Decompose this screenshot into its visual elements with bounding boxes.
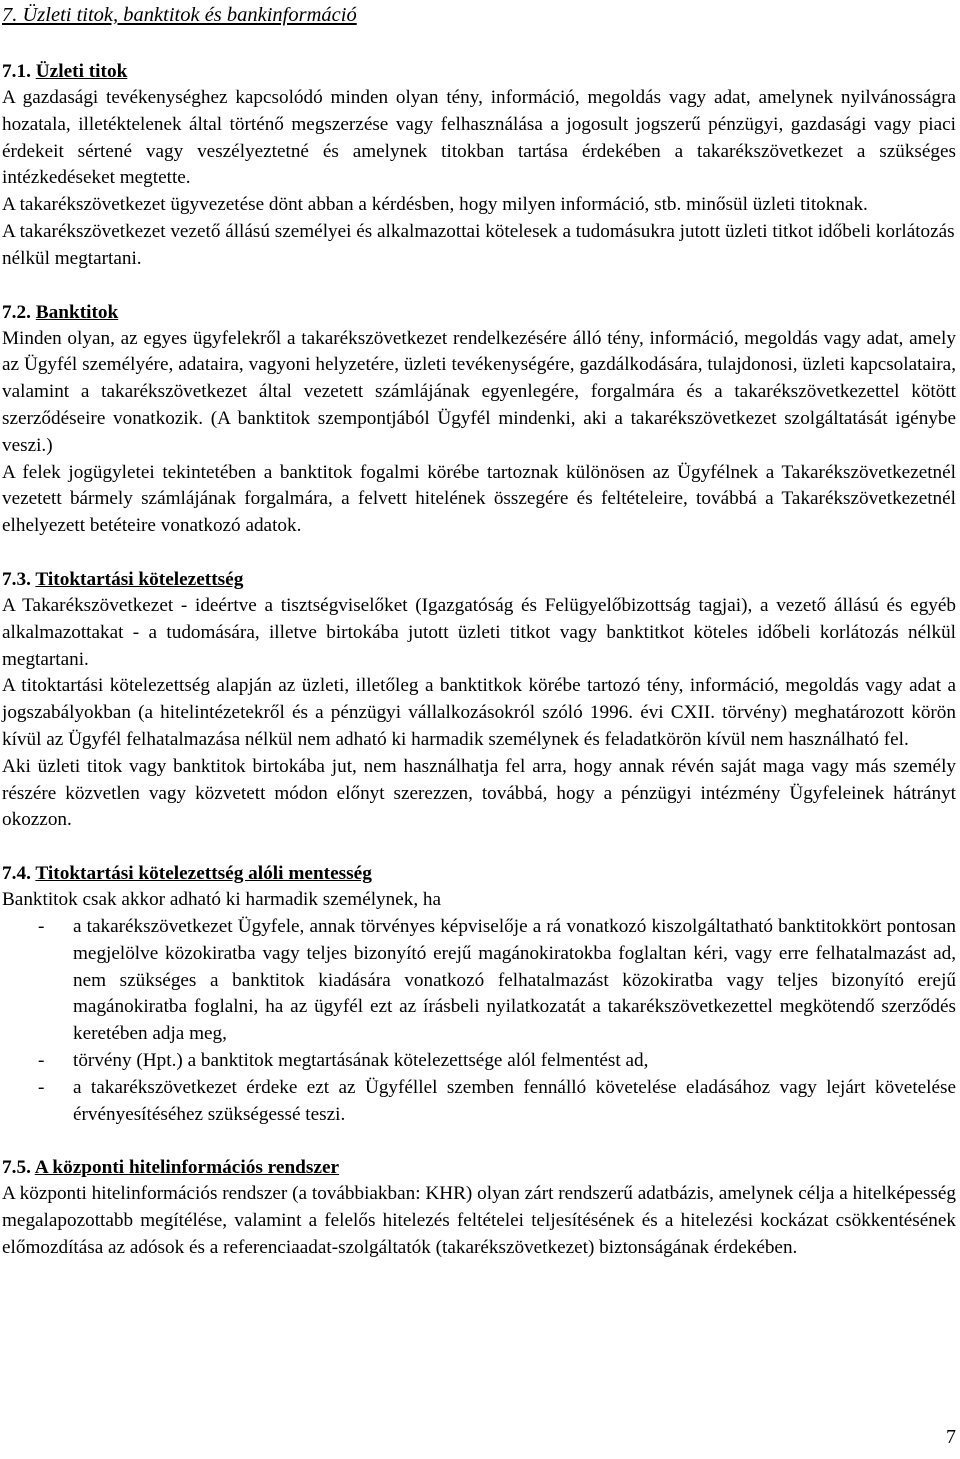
list-item	[2, 1048, 956, 1075]
section-title	[2, 58, 956, 85]
section-7-5	[2, 1154, 956, 1261]
paragraph: A takarékszövetkezet vezető állású személyei és alkalmazottai kötelesek a tudomásukra jutott üzleti titkot időbeli korlátozás nélkül megtartani.	[2, 220, 955, 269]
section-7-3	[2, 566, 956, 834]
exemption-list	[2, 914, 956, 1128]
paragraph: A Takarékszövetkezet - ideértve a tisztségviselőket (Igazgatóság és Felügyelőbizottság tagjai), a vezető állású és egyéb alkalmazottakat - a tudomására, illetve birtokába jutott üzleti titkot vagy banktitkot köteles időbeli korlátozás nélkül megtartani.	[2, 594, 956, 670]
section-title-text: Titoktartási kötelezettség alóli mentesség	[35, 863, 372, 885]
section-number: 7.3.	[2, 568, 31, 590]
page-number: 7	[946, 1426, 956, 1448]
section-title	[2, 860, 956, 887]
section-title	[2, 299, 956, 326]
paragraph: A felek jogügyletei tekintetében a banktitok fogalmi körébe tartoznak különösen az Ügyfélnek a Takarékszövetkezetnél vezetett bármely számlájának forgalmára, a felvett hitelének összegére és feltételeire, továbbá a Takarékszövetkezetnél elhelyezett betéteire vonatkozó adatok.	[2, 461, 956, 537]
list-item	[2, 1075, 956, 1129]
section-number: 7.5.	[2, 1157, 31, 1179]
section-title	[2, 566, 956, 593]
dash-bullet: -	[38, 1076, 45, 1098]
section-7-2	[2, 299, 956, 540]
section-number: 7.4.	[2, 863, 31, 885]
section-title	[2, 1154, 956, 1181]
paragraph: A titoktartási kötelezettség alapján az üzleti, illetőleg a banktitkok körébe tartozó tény, információ, megoldás vagy adat a jogszabályokban (a hitelintézetekről és a pénzügyi vállalkozásokról szóló 1996. évi CXII. törvény) meghatározott körön kívül az Ügyfél felhatalmazása nélkül nem adható ki harmadik személynek és feladatkörön kívül nem használható fel.	[2, 675, 956, 750]
section-title-text: Banktitok	[35, 301, 119, 323]
document-page	[2, 2, 956, 1262]
list-item-text: a takarékszövetkezet Ügyfele, annak törvényes képviselője a rá vonatkozó kiszolgáltatható banktitokkört pontosan megjelölve közokiratba vagy teljes bizonyító erejű magánokiratokba foglaltan kéri, vagy erre felhatalmazást ad, nem szükséges a banktitok kiadására vonatkozó felhatalmazást közokiratba vagy teljes bizonyító erejű magánokiratba foglalni, ha az ügyfél ezt az írásbeli nyilatkozatát a takarékszövetkezettel megkötendő szerződés keretében adja meg,	[73, 915, 956, 1045]
chapter-heading: 7. Üzleti titok, banktitok és bankinformáció	[2, 4, 357, 26]
paragraph: Aki üzleti titok vagy banktitok birtokába jut, nem használhatja fel arra, hogy annak révén saját maga vagy más személy részére közvetlen vagy közvetett módon előnyt szerezzen, továbbá, hogy a pénzügyi intézmény Ügyfeleinek hátrányt okozzon.	[2, 755, 956, 831]
paragraph: A gazdasági tevékenységhez kapcsolódó minden olyan tény, információ, megoldás vagy adat, amelynek nyilvánosságra hozatala, illetéktelenek által történő megszerzése vagy felhasználása a jogosult jogszerű pénzügyi, gazdasági vagy piaci érdekeit sértené vagy veszélyeztetné és amelynek titokban tartása érdekében a takarékszövetkezet a szükséges intézkedéseket megtette.	[2, 87, 956, 189]
section-title-text: Üzleti titok	[35, 61, 128, 82]
section-7-4	[2, 860, 956, 1128]
section-7-1	[2, 58, 956, 273]
section-title-text: Titoktartási kötelezettség	[35, 568, 244, 590]
list-item-text: törvény (Hpt.) a banktitok megtartásának kötelezettsége alól felmentést ad,	[73, 1049, 649, 1071]
section-number: 7.1.	[2, 61, 31, 82]
section-number: 7.2.	[2, 301, 31, 323]
dash-bullet: -	[38, 915, 45, 937]
paragraph: A központi hitelinformációs rendszer (a továbbiakban: KHR) olyan zárt rendszerű adatbázis, amelynek célja a hitelképesség megalapozottabb megítélése, valamint a felelős hitelezés feltételei teljesítésének és a hitelezési kockázat csökkentésének előmozdítása az adósok és a referenciaadat-szolgáltatók (takarékszövetkezet) biztonságának érdekében.	[2, 1183, 956, 1258]
list-item-text: a takarékszövetkezet érdeke ezt az Ügyféllel szemben fennálló követelése eladásához vagy lejárt követelése érvényesítéséhez szükségessé teszi.	[73, 1076, 956, 1125]
section-title-text: A központi hitelinformációs rendszer	[34, 1157, 340, 1179]
paragraph: A takarékszövetkezet ügyvezetése dönt abban a kérdésben, hogy milyen információ, stb. minősül üzleti titoknak.	[2, 194, 868, 216]
list-intro: Banktitok csak akkor adható ki harmadik személynek, ha	[2, 889, 442, 911]
list-item	[2, 914, 956, 1048]
paragraph: Minden olyan, az egyes ügyfelekről a takarékszövetkezet rendelkezésére álló tény, információ, megoldás vagy adat, amely az Ügyfél személyére, adataira, vagyoni helyzetére, üzleti tevékenységére, gazdálkodására, tulajdonosi, üzleti kapcsolataira, valamint a takarékszövetkezet által vezetett számlájának egyenlegére, forgalmára és a takarékszövetkezettel kötött szerződéseire vonatkozik. (A banktitok szempontjából Ügyfél mindenki, aki a takarékszövetkezet szolgáltatását igénybe veszi.)	[2, 327, 956, 456]
dash-bullet: -	[38, 1049, 45, 1071]
